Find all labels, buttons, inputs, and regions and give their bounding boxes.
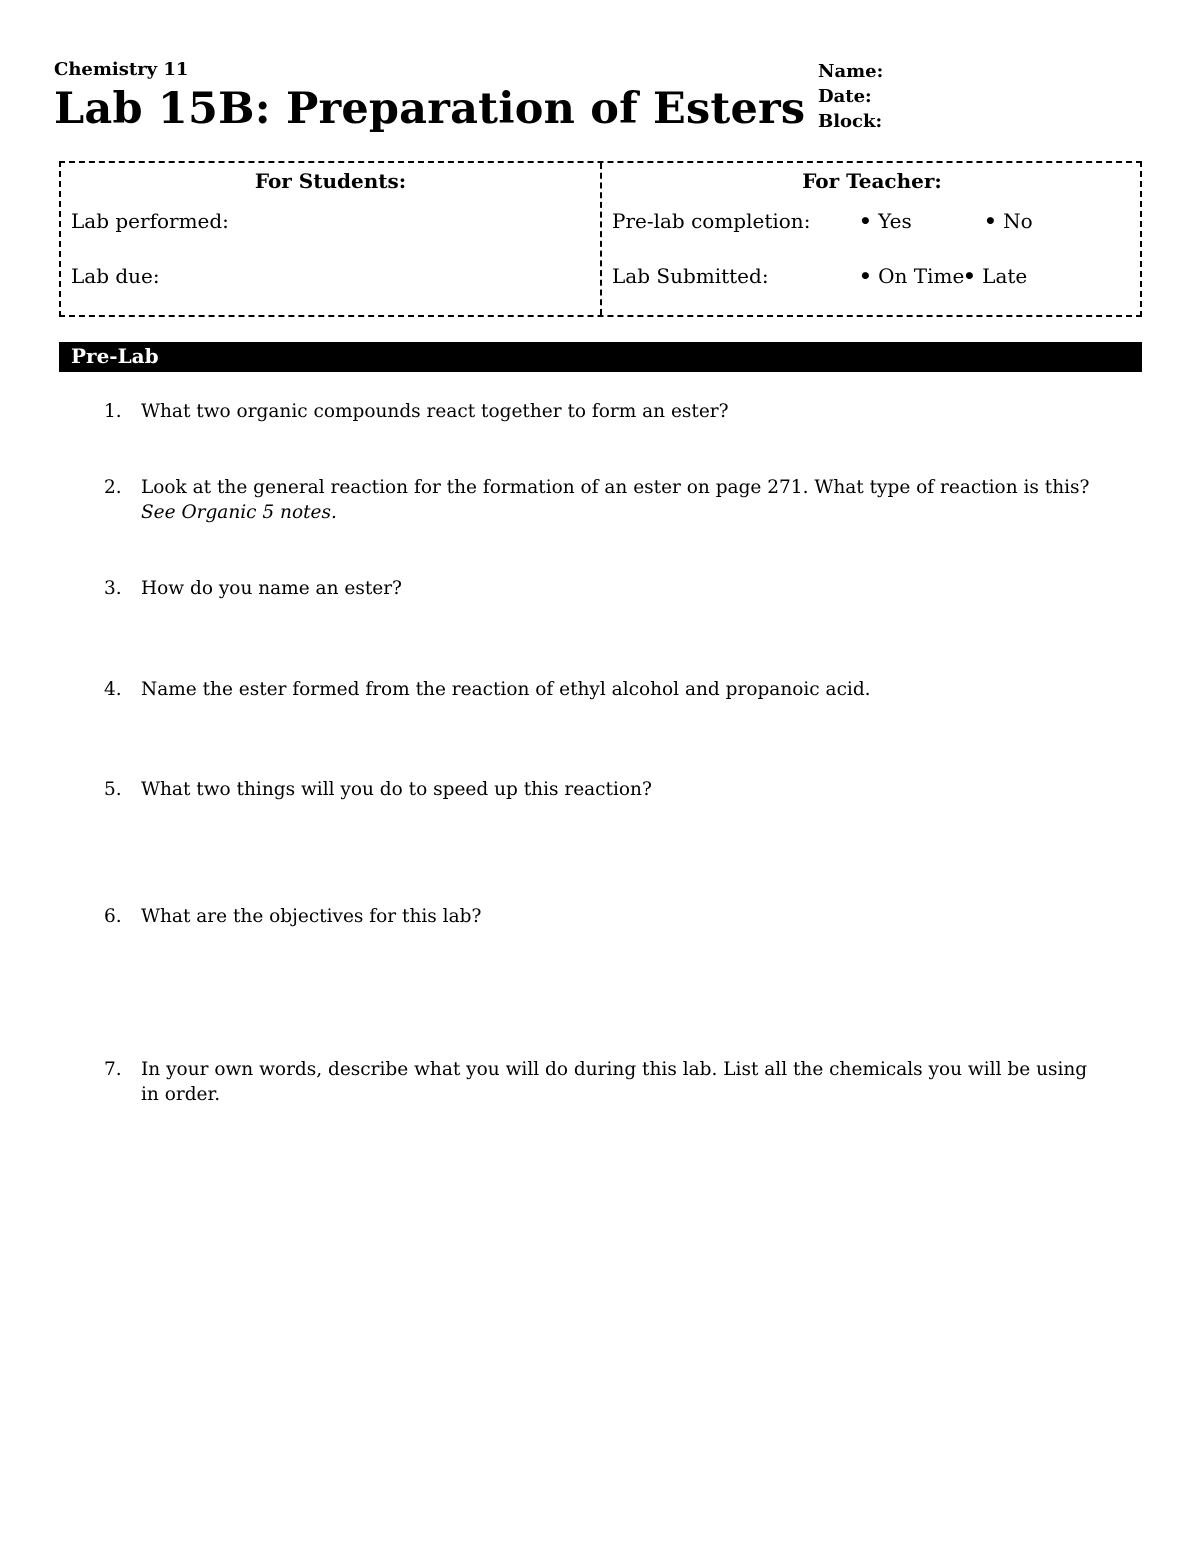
question-text: What are the objectives for this lab?	[141, 906, 482, 927]
question-number: 4.	[104, 679, 122, 700]
prelab-completion-label: Pre-lab completion:	[612, 209, 811, 233]
question-text-main: Look at the general reaction for the formation of an ester on page 271. What type of reaction is this?	[141, 477, 1090, 498]
option-yes[interactable]	[859, 209, 912, 233]
lab-performed-label: Lab performed:	[71, 209, 229, 233]
lab-due-label: Lab due:	[71, 264, 160, 288]
section-header-prelab	[59, 342, 1142, 372]
question-text	[141, 475, 1101, 525]
question-number: 7.	[104, 1059, 122, 1080]
bullet-icon: •	[859, 264, 872, 288]
option-late[interactable]	[963, 264, 1027, 288]
course-name: Chemistry 11	[54, 59, 189, 80]
option-no-label: No	[1003, 209, 1033, 233]
info-table	[59, 161, 1142, 317]
bullet-icon: •	[859, 209, 872, 233]
option-yes-label: Yes	[878, 209, 912, 233]
option-no[interactable]	[984, 209, 1033, 233]
students-heading: For Students:	[254, 169, 407, 193]
question-number: 2.	[104, 477, 122, 498]
question-text: What two things will you do to speed up this reaction?	[141, 779, 652, 800]
question-text: What two organic compounds react together to form an ester?	[141, 401, 729, 422]
question-text: How do you name an ester?	[141, 578, 402, 599]
teacher-heading: For Teacher:	[802, 169, 942, 193]
bullet-icon: •	[963, 264, 976, 288]
section-title: Pre-Lab	[71, 344, 159, 368]
question-number: 5.	[104, 779, 122, 800]
question-text: In your own words, describe what you will do during this lab. List all the chemicals you will be using in order.	[141, 1059, 1088, 1105]
block-label: Block:	[818, 111, 883, 132]
question-number: 6.	[104, 906, 122, 927]
option-on-time[interactable]	[859, 264, 964, 288]
option-late-label: Late	[982, 264, 1028, 288]
lab-submitted-label: Lab Submitted:	[612, 264, 769, 288]
question-number: 3.	[104, 578, 122, 599]
question-text: Name the ester formed from the reaction of ethyl alcohol and propanoic acid.	[141, 679, 871, 700]
question-note: See Organic 5 notes.	[141, 502, 337, 523]
question-number: 1.	[104, 401, 122, 422]
student-meta	[818, 59, 883, 134]
name-label: Name:	[818, 61, 884, 82]
date-label: Date:	[818, 86, 872, 107]
page-title: Lab 15B: Preparation of Esters	[54, 84, 806, 134]
option-on-time-label: On Time	[878, 264, 965, 288]
bullet-icon: •	[984, 209, 997, 233]
